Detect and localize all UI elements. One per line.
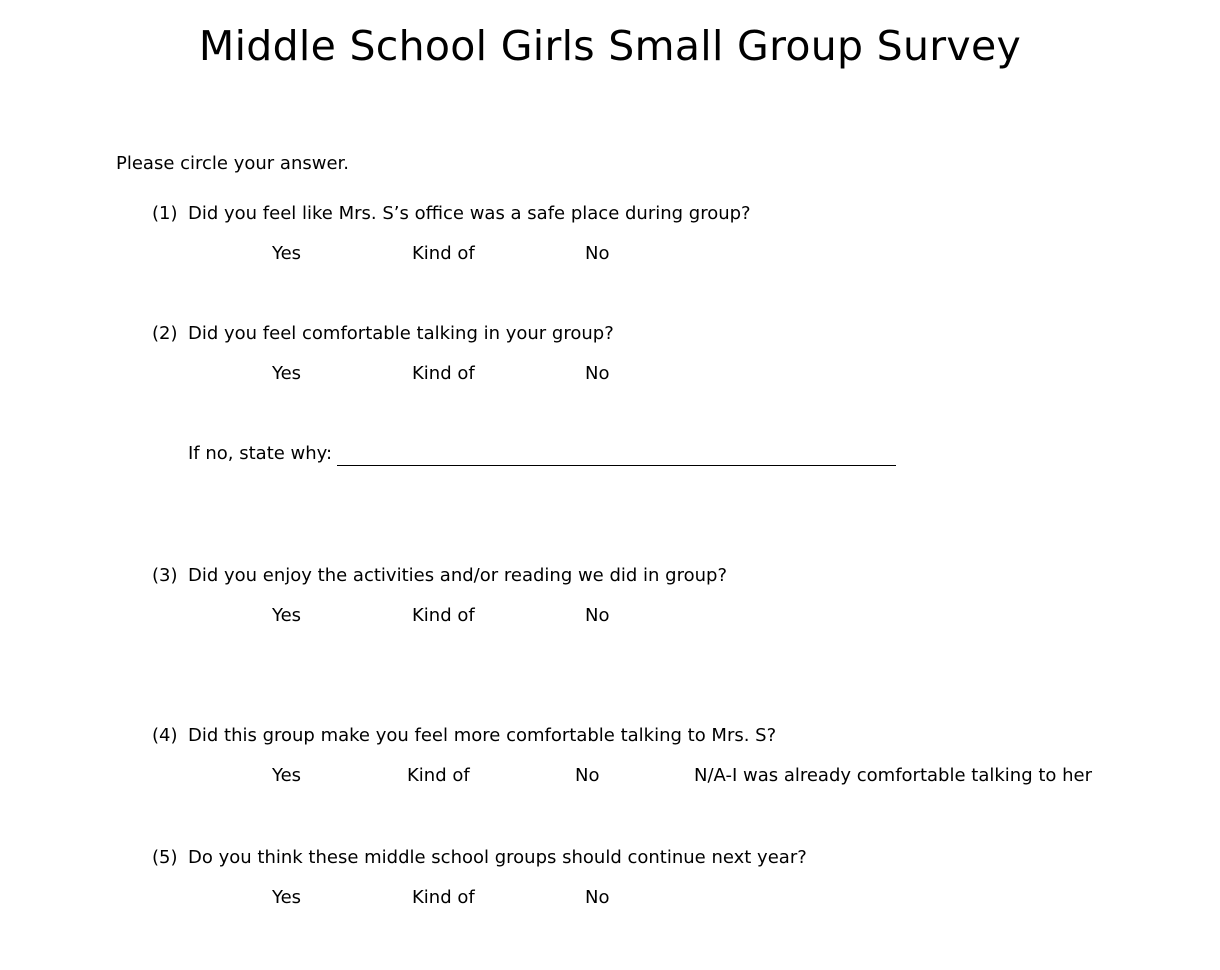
answer-option-na[interactable]: N/A-I was already comfortable talking to her xyxy=(694,765,1093,786)
question-text: Did you feel like Mrs. S’s office was a safe place during group? xyxy=(188,203,751,224)
question-2 xyxy=(152,322,614,346)
answer-option-kind-of[interactable]: Kind of xyxy=(412,363,475,384)
answer-option-kind-of[interactable]: Kind of xyxy=(412,887,475,908)
survey-title: Middle School Girls Small Group Survey xyxy=(198,22,1022,70)
answer-option-yes[interactable]: Yes xyxy=(272,243,302,264)
answer-option-yes[interactable]: Yes xyxy=(272,605,302,626)
question-text: Did you feel comfortable talking in your group? xyxy=(188,323,614,344)
question-text: Did this group make you feel more comfortable talking to Mrs. S? xyxy=(188,725,777,746)
question-number: (5) xyxy=(152,847,178,868)
question-3 xyxy=(152,564,727,588)
question-number: (1) xyxy=(152,203,178,224)
question-text: Did you enjoy the activities and/or reading we did in group? xyxy=(188,565,728,586)
survey-instruction: Please circle your answer. xyxy=(116,153,350,174)
answer-blank-line[interactable] xyxy=(337,465,896,466)
followup-label: If no, state why: xyxy=(188,443,333,464)
question-text: Do you think these middle school groups should continue next year? xyxy=(188,847,807,868)
answer-option-no[interactable]: No xyxy=(575,765,600,786)
question-number: (4) xyxy=(152,725,178,746)
answer-option-no[interactable]: No xyxy=(585,605,610,626)
answer-option-no[interactable]: No xyxy=(585,243,610,264)
answer-option-yes[interactable]: Yes xyxy=(272,363,302,384)
answer-option-yes[interactable]: Yes xyxy=(272,765,302,786)
answer-option-yes[interactable]: Yes xyxy=(272,887,302,908)
answer-option-no[interactable]: No xyxy=(585,363,610,384)
answer-option-no[interactable]: No xyxy=(585,887,610,908)
question-1 xyxy=(152,202,751,226)
answer-option-kind-of[interactable]: Kind of xyxy=(407,765,470,786)
question-number: (2) xyxy=(152,323,178,344)
question-number: (3) xyxy=(152,565,178,586)
answer-option-kind-of[interactable]: Kind of xyxy=(412,605,475,626)
question-5 xyxy=(152,846,807,870)
question-4 xyxy=(152,724,776,748)
answer-option-kind-of[interactable]: Kind of xyxy=(412,243,475,264)
